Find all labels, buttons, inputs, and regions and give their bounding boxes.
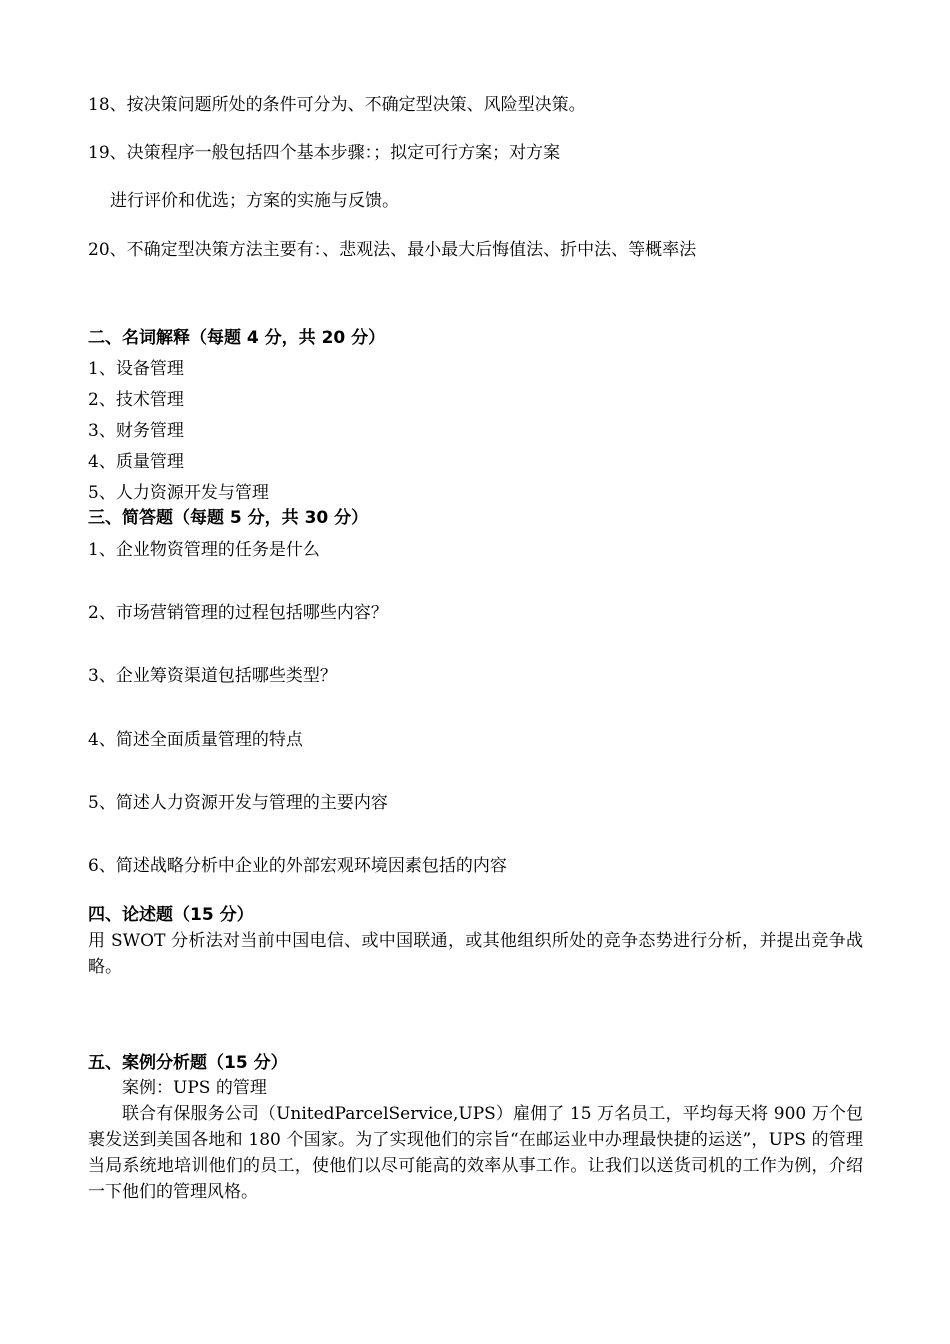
section-4-title: 四、论述题（15 分） [88,905,254,925]
question-19-line-2: 进行评价和优选；方案的实施与反馈。 [110,191,399,211]
section-5-title: 五、案例分析题（15 分） [88,1053,288,1073]
term-item: 5、人力资源开发与管理 [88,483,269,503]
short-answer-item: 1、企业物资管理的任务是什么 [88,540,320,560]
essay-question: 用 SWOT 分析法对当前中国电信、或中国联通，或其他组织所处的竞争态势进行分析，并提出竞争战略。 [88,931,863,977]
question-20: 20、不确定型决策方法主要有：、悲观法、最小最大后悔值法、折中法、等概率法 [88,240,697,260]
question-19-line-1: 19、决策程序一般包括四个基本步骤：；拟定可行方案；对方案 [88,143,561,163]
section-3-title: 三、简答题（每题 5 分，共 30 分） [88,508,369,528]
short-answer-item: 5、简述人力资源开发与管理的主要内容 [88,793,388,813]
term-item: 4、质量管理 [88,452,184,472]
case-body: 联合有保服务公司（UnitedParcelService,UPS）雇佣了 15 万名员工，平均每天将 900 万个包裹发送到美国各地和 180 个国家。为了实现他们的宗旨“在邮运业中办理最快捷的运送”，UPS 的管理当局系统地培训他们的员工，使他们以尽可能高的效率从事工作。让我们以送货司机的工作为例，介绍一下他们的管理风格。 [88,1104,863,1202]
term-item: 1、设备管理 [88,359,184,379]
term-item: 2、技术管理 [88,390,184,410]
section-2-title: 二、名词解释（每题 4 分，共 20 分） [88,328,386,348]
term-item: 3、财务管理 [88,421,184,441]
short-answer-item: 4、简述全面质量管理的特点 [88,730,303,750]
short-answer-item: 6、简述战略分析中企业的外部宏观环境因素包括的内容 [88,856,507,876]
question-18: 18、按决策问题所处的条件可分为、不确定型决策、风险型决策。 [88,95,586,115]
case-title: 案例：UPS 的管理 [122,1078,267,1098]
short-answer-item: 3、企业筹资渠道包括哪些类型？ [88,666,337,686]
short-answer-item: 2、市场营销管理的过程包括哪些内容？ [88,603,388,623]
